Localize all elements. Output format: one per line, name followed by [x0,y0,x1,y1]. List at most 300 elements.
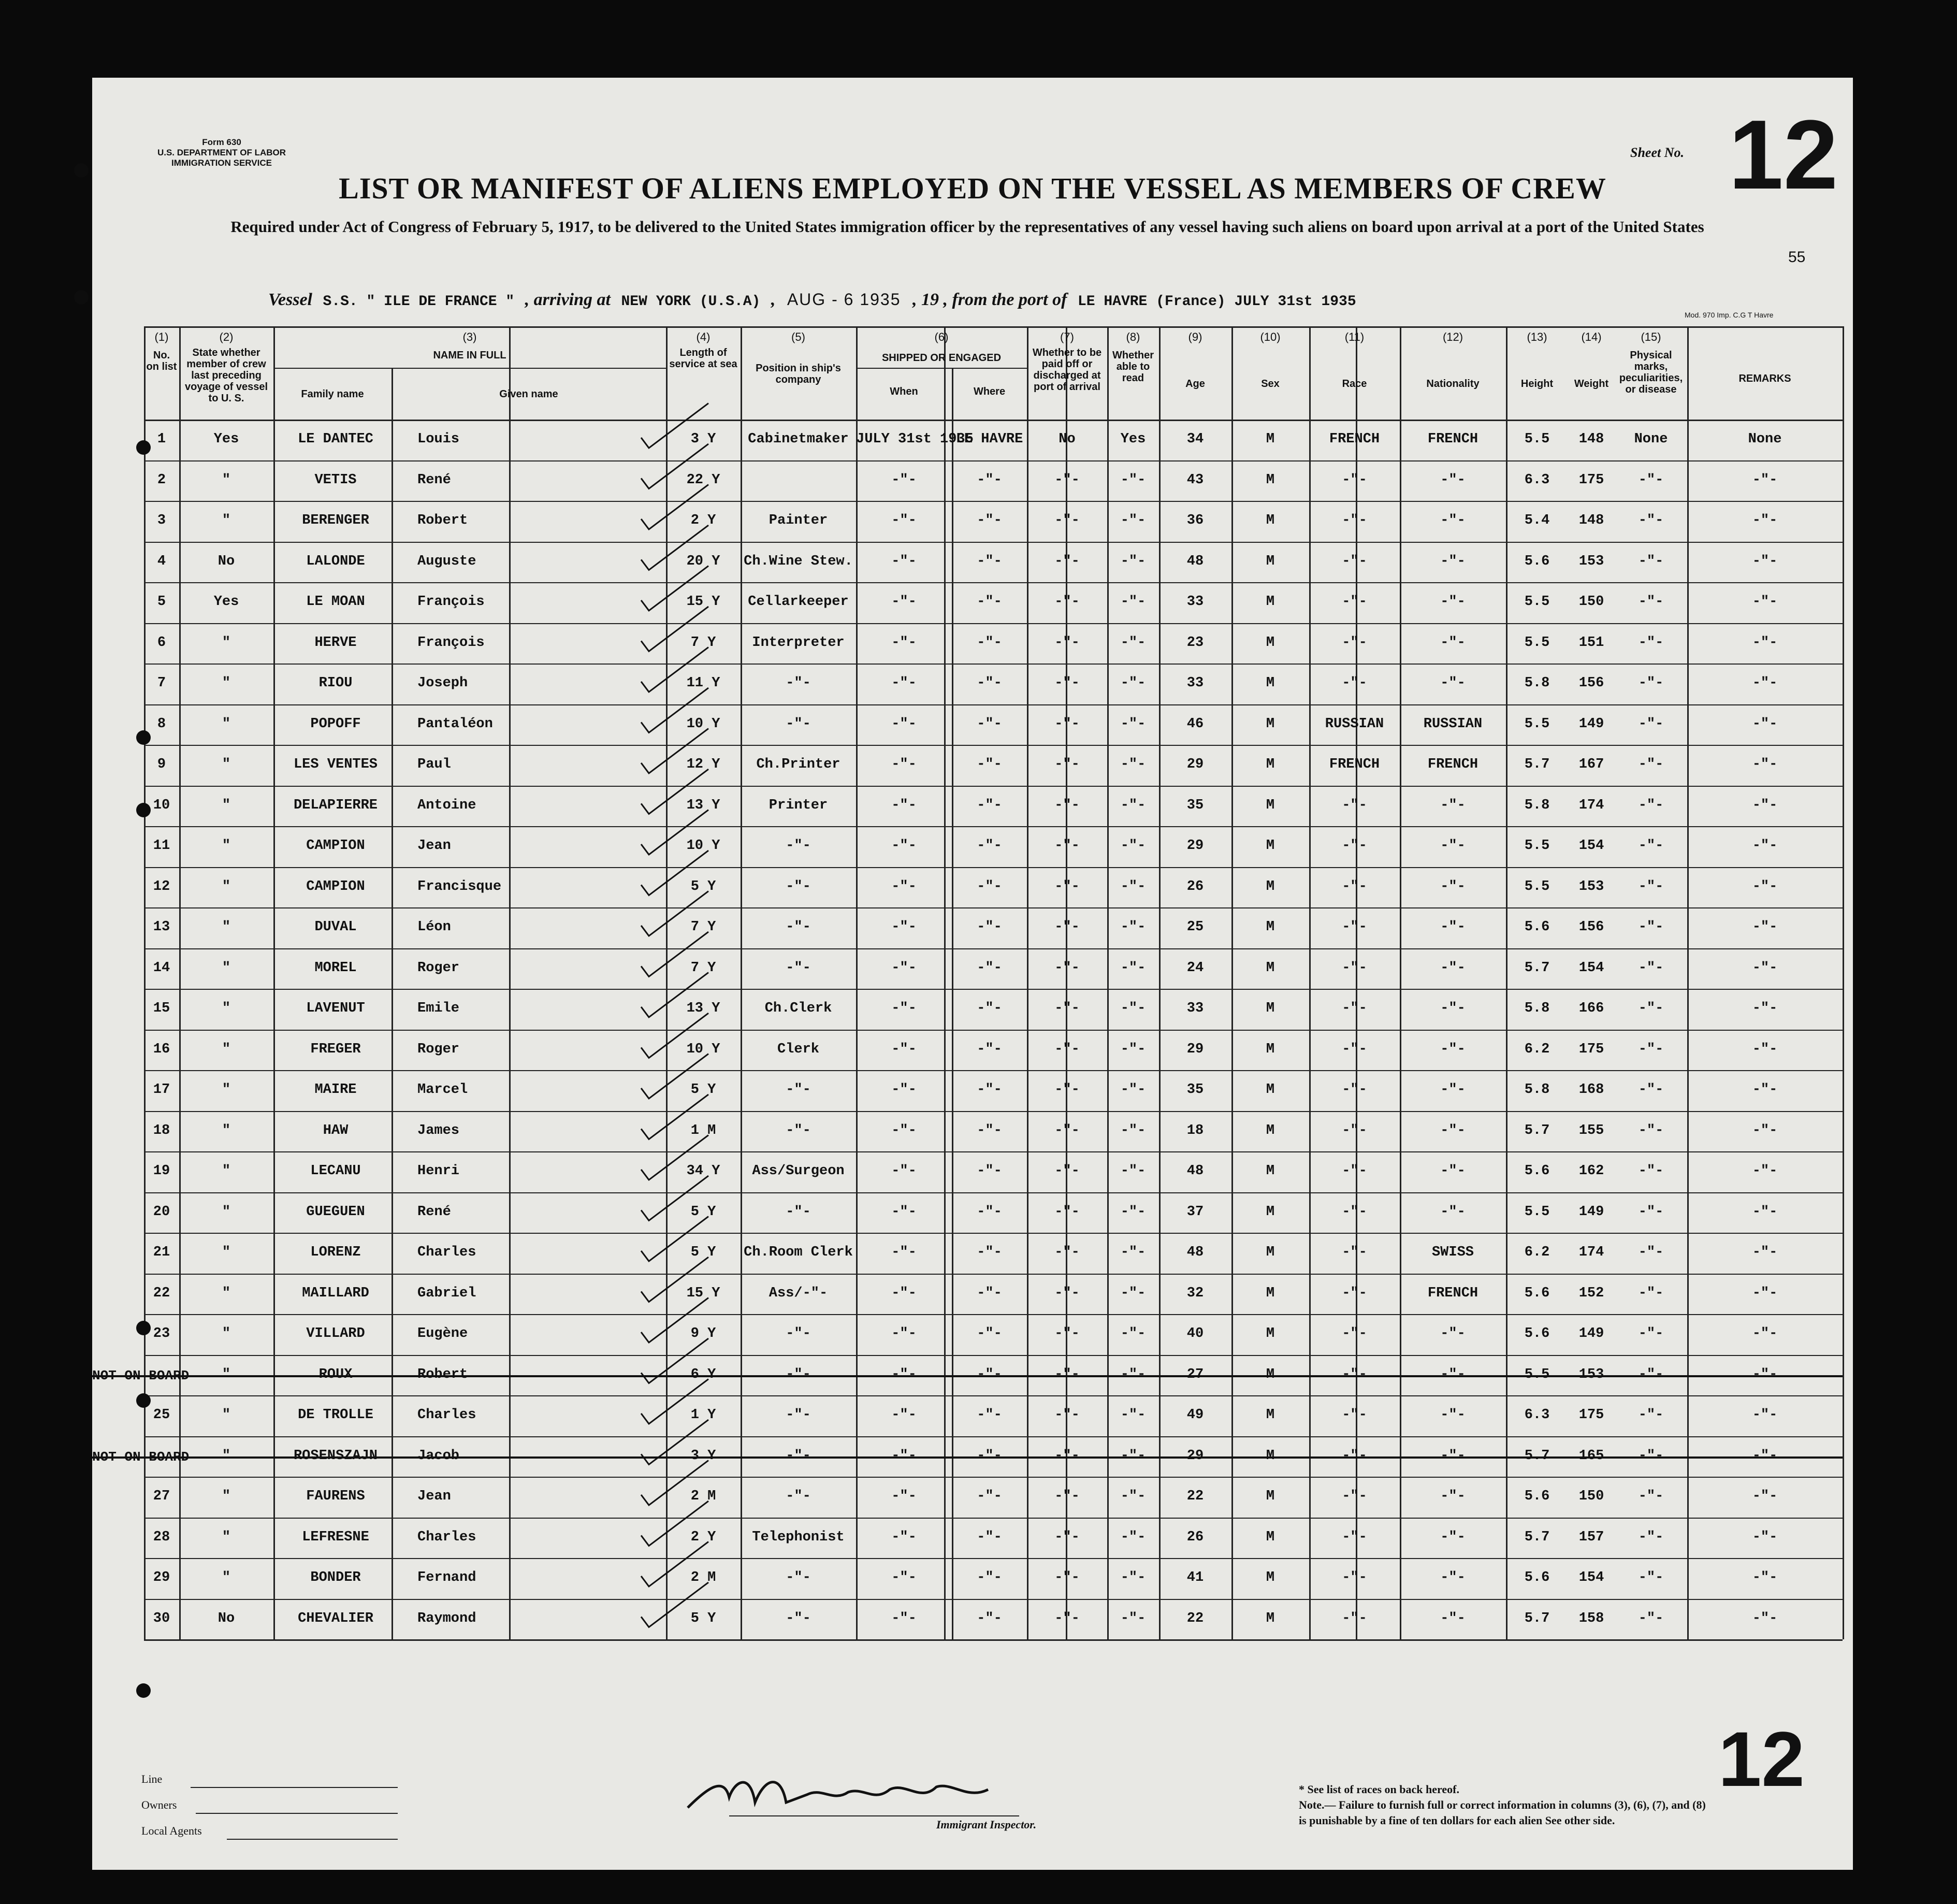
column-number: (14) [1581,330,1602,343]
cell-read: -"- [1120,1245,1146,1261]
cell-no: 23 [153,1326,170,1342]
cell-sex: M [1266,431,1275,448]
cell-paid: -"- [1054,1529,1080,1545]
cell-where: -"- [977,1366,1002,1382]
cell-read: Yes [1120,431,1146,448]
cell-where: -"- [977,1529,1002,1545]
column-number: (13) [1527,330,1547,343]
row-divider [144,623,1843,624]
cell-service: 2 Y [690,513,716,529]
cell-position: Ch.Printer [756,757,840,773]
cell-family: LE DANTEC [298,431,373,448]
cell-remarks: -"- [1752,1204,1778,1220]
cell-prior: " [222,634,231,651]
cell-remarks: -"- [1752,878,1778,895]
cell-nationality: -"- [1440,1570,1466,1586]
cell-family: LECANU [310,1163,361,1179]
cell-prior: " [222,1245,231,1261]
cell-no: 1 [157,431,166,448]
cell-family: DUVAL [314,919,357,935]
cell-race: -"- [1342,878,1367,895]
cell-sex: M [1266,1001,1275,1017]
cell-weight: 151 [1578,634,1604,651]
cell-when: -"- [891,1529,917,1545]
column-number: (9) [1188,330,1202,343]
cell-height: 5.4 [1524,513,1550,529]
cell-physical: -"- [1638,1366,1664,1382]
cell-read: -"- [1120,1366,1146,1382]
cell-read: -"- [1120,1122,1146,1138]
cell-remarks: -"- [1752,716,1778,732]
cell-physical: -"- [1638,675,1664,691]
cell-service: 5 Y [690,1610,716,1626]
cell-family: LEFRESNE [302,1529,369,1545]
cell-read: -"- [1120,1448,1146,1464]
cell-weight: 152 [1578,1285,1604,1301]
cell-nationality: -"- [1440,1407,1466,1423]
cell-given: Eugène [417,1326,468,1342]
cell-when: -"- [891,1489,917,1505]
cell-age: 49 [1186,1407,1204,1423]
cell-race: FRENCH [1329,757,1380,773]
paid-off-header: Whether to be paid off or discharged at port of arrival [1032,347,1102,393]
cell-sex: M [1266,1122,1275,1138]
cell-family: HAW [323,1122,349,1138]
cell-sex: M [1266,838,1275,854]
cell-nationality: -"- [1440,1082,1466,1098]
cell-given: Emile [417,1001,460,1017]
cell-age: 37 [1186,1204,1204,1220]
cell-position: -"- [786,960,811,976]
cell-when: -"- [891,919,917,935]
check-mark [641,1094,708,1139]
row-divider [144,989,1843,990]
cell-where: -"- [977,1448,1002,1464]
cell-family: LAVENUT [306,1001,365,1017]
cell-read: -"- [1120,1163,1146,1179]
cell-read: -"- [1120,878,1146,895]
cell-when: -"- [891,757,917,773]
check-mark [641,932,708,976]
cell-remarks: -"- [1752,1326,1778,1342]
cell-prior: " [222,1041,231,1057]
cell-paid: No [1059,431,1076,448]
cell-nationality: -"- [1440,1610,1466,1626]
cell-weight: 148 [1578,513,1604,529]
cell-remarks: -"- [1752,1285,1778,1301]
cell-prior: " [222,1204,231,1220]
cell-age: 35 [1186,797,1204,813]
cell-where: -"- [977,1285,1002,1301]
cell-family: LALONDE [306,553,365,569]
cell-position: -"- [786,716,811,732]
cell-given: Fernand [417,1570,476,1586]
cell-nationality: -"- [1440,878,1466,895]
cell-race: -"- [1342,838,1367,854]
column-number: (10) [1260,330,1281,343]
cell-age: 22 [1186,1610,1204,1626]
check-mark [641,973,708,1017]
row-divider [144,1355,1843,1356]
cell-weight: 150 [1578,1489,1604,1505]
cell-no: 21 [153,1245,170,1261]
cell-position: Ass/Surgeon [752,1163,845,1179]
cell-paid: -"- [1054,757,1080,773]
cell-when: -"- [891,1610,917,1626]
cell-physical: -"- [1638,1163,1664,1179]
cell-where: LE HAVRE [955,431,1023,448]
cell-sex: M [1266,1245,1275,1261]
cell-paid: -"- [1054,1366,1080,1382]
cell-weight: 175 [1578,472,1604,488]
shipped-header-divider [856,368,1027,369]
cell-race: -"- [1342,797,1367,813]
cell-given: Henri [417,1163,460,1179]
cell-paid: -"- [1054,878,1080,895]
cell-height: 5.6 [1524,553,1550,569]
cell-position: Cabinetmaker [748,431,849,448]
cell-family: LE MOAN [306,594,365,610]
cell-weight: 158 [1578,1610,1604,1626]
cell-family: RIOU [318,675,353,691]
cell-where: -"- [977,1001,1002,1017]
from-label: , from the port of [943,290,1067,309]
cell-physical: -"- [1638,1529,1664,1545]
cell-weight: 150 [1578,594,1604,610]
cell-height: 5.5 [1524,634,1550,651]
cell-weight: 153 [1578,878,1604,895]
row-divider [144,1558,1843,1559]
cell-weight: 154 [1578,960,1604,976]
cell-paid: -"- [1054,1285,1080,1301]
cell-race: -"- [1342,1001,1367,1017]
cell-physical: -"- [1638,1570,1664,1586]
cell-paid: -"- [1054,716,1080,732]
able-to-read-header: Whether able to read [1112,350,1154,384]
cell-sex: M [1266,594,1275,610]
cell-sex: M [1266,1448,1275,1464]
cell-given: Charles [417,1245,476,1261]
binder-hole [74,163,89,178]
cell-paid: -"- [1054,594,1080,610]
cell-where: -"- [977,1245,1002,1261]
cell-physical: -"- [1638,472,1664,488]
cell-sex: M [1266,1326,1275,1342]
cell-prior: " [222,960,231,976]
cell-weight: 149 [1578,1204,1604,1220]
cell-where: -"- [977,1163,1002,1179]
cell-height: 5.8 [1524,1001,1550,1017]
cell-position: -"- [786,1489,811,1505]
cell-position: -"- [786,838,811,854]
cell-nationality: FRENCH [1427,431,1478,448]
row-divider [144,786,1843,787]
row-divider [144,582,1843,583]
cell-read: -"- [1120,1204,1146,1220]
cell-no: 30 [153,1610,170,1626]
cell-age: 26 [1186,878,1204,895]
cell-when: -"- [891,1407,917,1423]
cell-where: -"- [977,878,1002,895]
cell-when: -"- [891,1122,917,1138]
cell-when: -"- [891,838,917,854]
cell-read: -"- [1120,716,1146,732]
sheet-number-stamp: 12 [1718,1715,1805,1802]
cell-nationality: -"- [1440,675,1466,691]
cell-family: LES VENTES [293,757,378,773]
manifest-title: LIST OR MANIFEST OF ALIENS EMPLOYED ON THE VESSEL AS MEMBERS OF CREW [339,171,1606,205]
name-in-full-header: NAME IN FULL [433,350,506,361]
cell-given: Roger [417,1041,460,1057]
cell-height: 5.5 [1524,716,1550,732]
cell-nationality: -"- [1440,1326,1466,1342]
cell-age: 48 [1186,553,1204,569]
cell-race: -"- [1342,1122,1367,1138]
cell-race: -"- [1342,513,1367,529]
check-mark [641,403,708,448]
cell-physical: -"- [1638,716,1664,732]
binder-hole [74,290,89,305]
cell-weight: 175 [1578,1407,1604,1423]
cell-prior: " [222,1001,231,1017]
cell-no: 13 [153,919,170,935]
cell-nationality: -"- [1440,1529,1466,1545]
row-divider [144,1192,1843,1193]
cell-prior: " [222,1489,231,1505]
cell-nationality: -"- [1440,634,1466,651]
cell-given: Auguste [417,553,476,569]
cell-age: 35 [1186,1082,1204,1098]
check-mark [641,1054,708,1099]
cell-given: Louis [417,431,460,448]
cell-weight: 153 [1578,553,1604,569]
cell-prior: " [222,472,231,488]
cell-race: -"- [1342,1245,1367,1261]
check-mark [641,1461,708,1505]
cell-position: -"- [786,675,811,691]
cell-sex: M [1266,1082,1275,1098]
cell-nationality: -"- [1440,1366,1466,1382]
cell-race: -"- [1342,1448,1367,1464]
cell-family: CAMPION [306,878,365,895]
column-divider [273,326,275,1639]
cell-position: -"- [786,1326,811,1342]
cell-nationality: -"- [1440,513,1466,529]
cell-physical: -"- [1638,1001,1664,1017]
cell-race: -"- [1342,1163,1367,1179]
cell-nationality: -"- [1440,919,1466,935]
binder-hole [136,440,151,455]
cell-when: -"- [891,797,917,813]
cell-read: -"- [1120,553,1146,569]
cell-family: CHEVALIER [298,1610,373,1626]
cell-age: 48 [1186,1163,1204,1179]
cell-no: 10 [153,797,170,813]
cell-given: Raymond [417,1610,476,1626]
cell-remarks: -"- [1752,1610,1778,1626]
cell-prior: " [222,1366,231,1382]
cell-age: 23 [1186,634,1204,651]
cell-remarks: -"- [1752,472,1778,488]
cell-position: -"- [786,919,811,935]
cell-family: MAIRE [314,1082,357,1098]
cell-read: -"- [1120,594,1146,610]
cell-nationality: RUSSIAN [1423,716,1483,732]
manifest-sheet [92,78,1853,1870]
cell-service: 15 Y [686,1285,720,1301]
cell-given: Jacob [417,1448,460,1464]
cell-race: -"- [1342,1285,1367,1301]
cell-no: 28 [153,1529,170,1545]
cell-paid: -"- [1054,1489,1080,1505]
cell-prior: " [222,716,231,732]
cell-family: MOREL [314,960,357,976]
cell-physical: -"- [1638,594,1664,610]
column-number: (8) [1126,330,1140,343]
table-top-border [144,326,1843,328]
cell-service: 10 Y [686,716,720,732]
cell-nationality: -"- [1440,1448,1466,1464]
cell-service: 5 Y [690,1204,716,1220]
cell-prior: No [218,1610,235,1626]
cell-where: -"- [977,1041,1002,1057]
cell-given: François [417,594,485,610]
column-number: (5) [791,330,805,343]
cell-service: 7 Y [690,634,716,651]
cell-remarks: -"- [1752,1001,1778,1017]
where-header: Where [973,386,1006,397]
age-header: Age [1185,378,1205,390]
cell-weight: 175 [1578,1041,1604,1057]
cell-given: Roger [417,960,460,976]
check-mark [641,525,708,570]
page-number: 55 [1788,249,1806,266]
cell-nationality: FRENCH [1427,757,1478,773]
cell-physical: -"- [1638,1245,1664,1261]
cell-height: 6.2 [1524,1245,1550,1261]
cell-race: -"- [1342,1570,1367,1586]
cell-position: -"- [786,1448,811,1464]
cell-family: FREGER [310,1041,361,1057]
cell-where: -"- [977,1326,1002,1342]
cell-physical: -"- [1638,878,1664,895]
cell-where: -"- [977,513,1002,529]
column-number: (1) [154,330,169,343]
cell-paid: -"- [1054,1204,1080,1220]
check-mark [641,1542,708,1586]
cell-when: -"- [891,513,917,529]
when-header: When [890,386,918,397]
cell-height: 5.6 [1524,919,1550,935]
cell-physical: -"- [1638,513,1664,529]
cell-family: GUEGUEN [306,1204,365,1220]
check-mark [641,1338,708,1383]
cell-position: Ch.Room Clerk [744,1245,853,1261]
check-mark [641,566,708,611]
cell-service: 9 Y [690,1326,716,1342]
cell-height: 6.3 [1524,472,1550,488]
row-divider [144,1436,1843,1437]
shipped-engaged-header: SHIPPED OR ENGAGED [881,352,1002,364]
cell-when: -"- [891,878,917,895]
cell-nationality: -"- [1440,472,1466,488]
cell-age: 25 [1186,919,1204,935]
cell-remarks: -"- [1752,1163,1778,1179]
row-divider [144,1151,1843,1152]
cell-position: Interpreter [752,634,845,651]
cell-prior: " [222,919,231,935]
cell-remarks: -"- [1752,1570,1778,1586]
cell-age: 29 [1186,838,1204,854]
row-divider [144,1395,1843,1396]
column-number: (3) [462,330,477,343]
cell-age: 29 [1186,1448,1204,1464]
cell-sex: M [1266,1163,1275,1179]
cell-when: -"- [891,594,917,610]
cell-nationality: -"- [1440,1122,1466,1138]
cell-paid: -"- [1054,1122,1080,1138]
local-agents-label: Local Agents [141,1824,202,1837]
cell-paid: -"- [1054,1448,1080,1464]
cell-race: FRENCH [1329,431,1380,448]
cell-height: 5.5 [1524,594,1550,610]
cell-height: 5.5 [1524,1366,1550,1382]
cell-prior: " [222,1448,231,1464]
cell-height: 5.5 [1524,431,1550,448]
cell-no: 14 [153,960,170,976]
cell-read: -"- [1120,1489,1146,1505]
strike-through-line [92,1456,1843,1459]
cell-position: -"- [786,878,811,895]
cell-age: 33 [1186,675,1204,691]
cell-read: -"- [1120,919,1146,935]
cell-paid: -"- [1054,634,1080,651]
cell-paid: -"- [1054,1407,1080,1423]
cell-prior: " [222,1122,231,1138]
cell-service: 10 Y [686,1041,720,1057]
strike-through-line [92,1375,1843,1377]
cell-remarks: -"- [1752,594,1778,610]
cell-read: -"- [1120,1285,1146,1301]
cell-sex: M [1266,1041,1275,1057]
race-header: Race [1342,378,1367,390]
cell-nationality: -"- [1440,1489,1466,1505]
sex-header: Sex [1261,378,1280,390]
cell-weight: 162 [1578,1163,1604,1179]
year-label: , 19 [912,290,939,309]
check-mark [641,769,708,814]
cell-sex: M [1266,1570,1275,1586]
cell-service: 13 Y [686,1001,720,1017]
cell-paid: -"- [1054,1082,1080,1098]
failure-note: Note.— Failure to furnish full or correct information in columns (3), (6), (7), and (8) is punishable by a fine of ten dollars for each alien See other side. [1299,1798,1706,1827]
check-mark [641,810,708,855]
cell-prior: " [222,1082,231,1098]
check-mark [641,1420,708,1464]
cell-when: -"- [891,960,917,976]
cell-sex: M [1266,919,1275,935]
cell-height: 5.5 [1524,878,1550,895]
cell-where: -"- [977,960,1002,976]
cell-weight: 153 [1578,1366,1604,1382]
races-note: * See list of races on back hereof. [1299,1783,1459,1796]
check-mark [641,607,708,651]
cell-race: -"- [1342,960,1367,976]
cell-weight: 154 [1578,1570,1604,1586]
cell-height: 5.7 [1524,1448,1550,1464]
check-mark [641,688,708,732]
cell-race: -"- [1342,472,1367,488]
